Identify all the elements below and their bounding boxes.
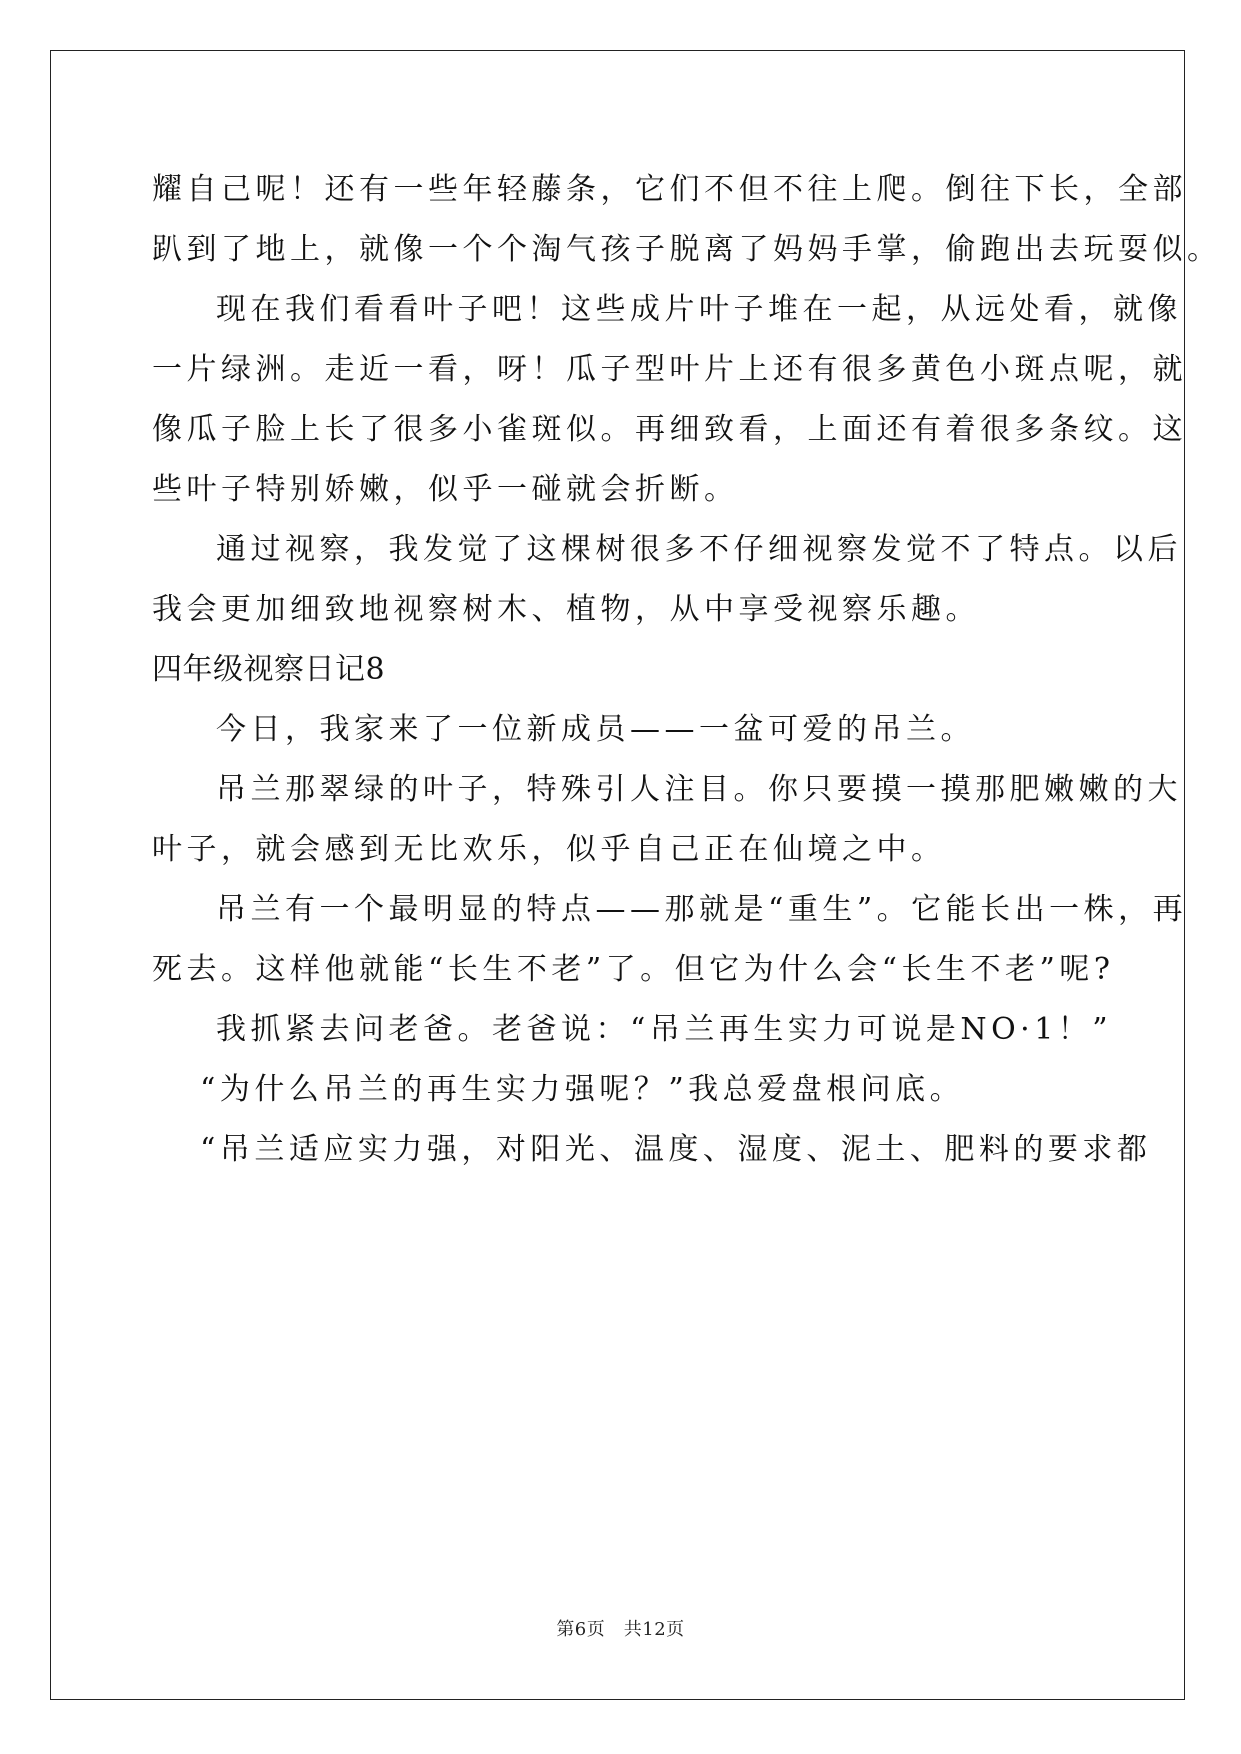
text-line: 我会更加细致地视察树木、植物，从中享受视察乐趣。 (152, 592, 980, 627)
paragraph-start: 今日，我家来了一位新成员——一盆可爱的吊兰。 (216, 712, 975, 747)
paragraph-start: 现在我们看看叶子吧！这些成片叶子堆在一起，从远处看，就像 (216, 292, 1182, 327)
paragraph-start: 吊兰那翠绿的叶子，特殊引人注目。你只要摸一摸那肥嫩嫩的大 (216, 772, 1182, 807)
paragraph-start: “吊兰适应实力强，对阳光、温度、湿度、泥土、肥料的要求都 (200, 1132, 1152, 1167)
text-line: 趴到了地上，就像一个个淘气孩子脱离了妈妈手掌，偷跑出去玩耍似。 (152, 232, 1222, 267)
page-number-footer: 第6页 共12页 (556, 1619, 685, 1640)
paragraph-start: “为什么吊兰的再生实力强呢？”我总爱盘根问底。 (200, 1072, 965, 1107)
text-line: 叶子，就会感到无比欢乐，似乎自己正在仙境之中。 (152, 832, 946, 867)
text-line: 像瓜子脸上长了很多小雀斑似。再细致看，上面还有着很多条纹。这 (152, 412, 1187, 447)
text-line: 一片绿洲。走近一看，呀！瓜子型叶片上还有很多黄色小斑点呢，就 (152, 352, 1187, 387)
document-body (152, 160, 1222, 1180)
section-heading: 四年级视察日记8 (152, 652, 386, 687)
text-line: 些叶子特别娇嫩，似乎一碰就会折断。 (152, 472, 739, 507)
paragraph-start: 吊兰有一个最明显的特点——那就是“重生”。它能长出一株，再 (216, 892, 1188, 927)
paragraph-start: 通过视察，我发觉了这棵树很多不仔细视察发觉不了特点。以后 (216, 532, 1182, 567)
text-line: 耀自己呢！还有一些年轻藤条，它们不但不往上爬。倒往下长，全部 (152, 172, 1187, 207)
paragraph-start: 我抓紧去问老爸。老爸说：“吊兰再生实力可说是NO·1！” (216, 1012, 1113, 1047)
text-line: 死去。这样他就能“长生不老”了。但它为什么会“长生不老”呢? (152, 952, 1115, 987)
